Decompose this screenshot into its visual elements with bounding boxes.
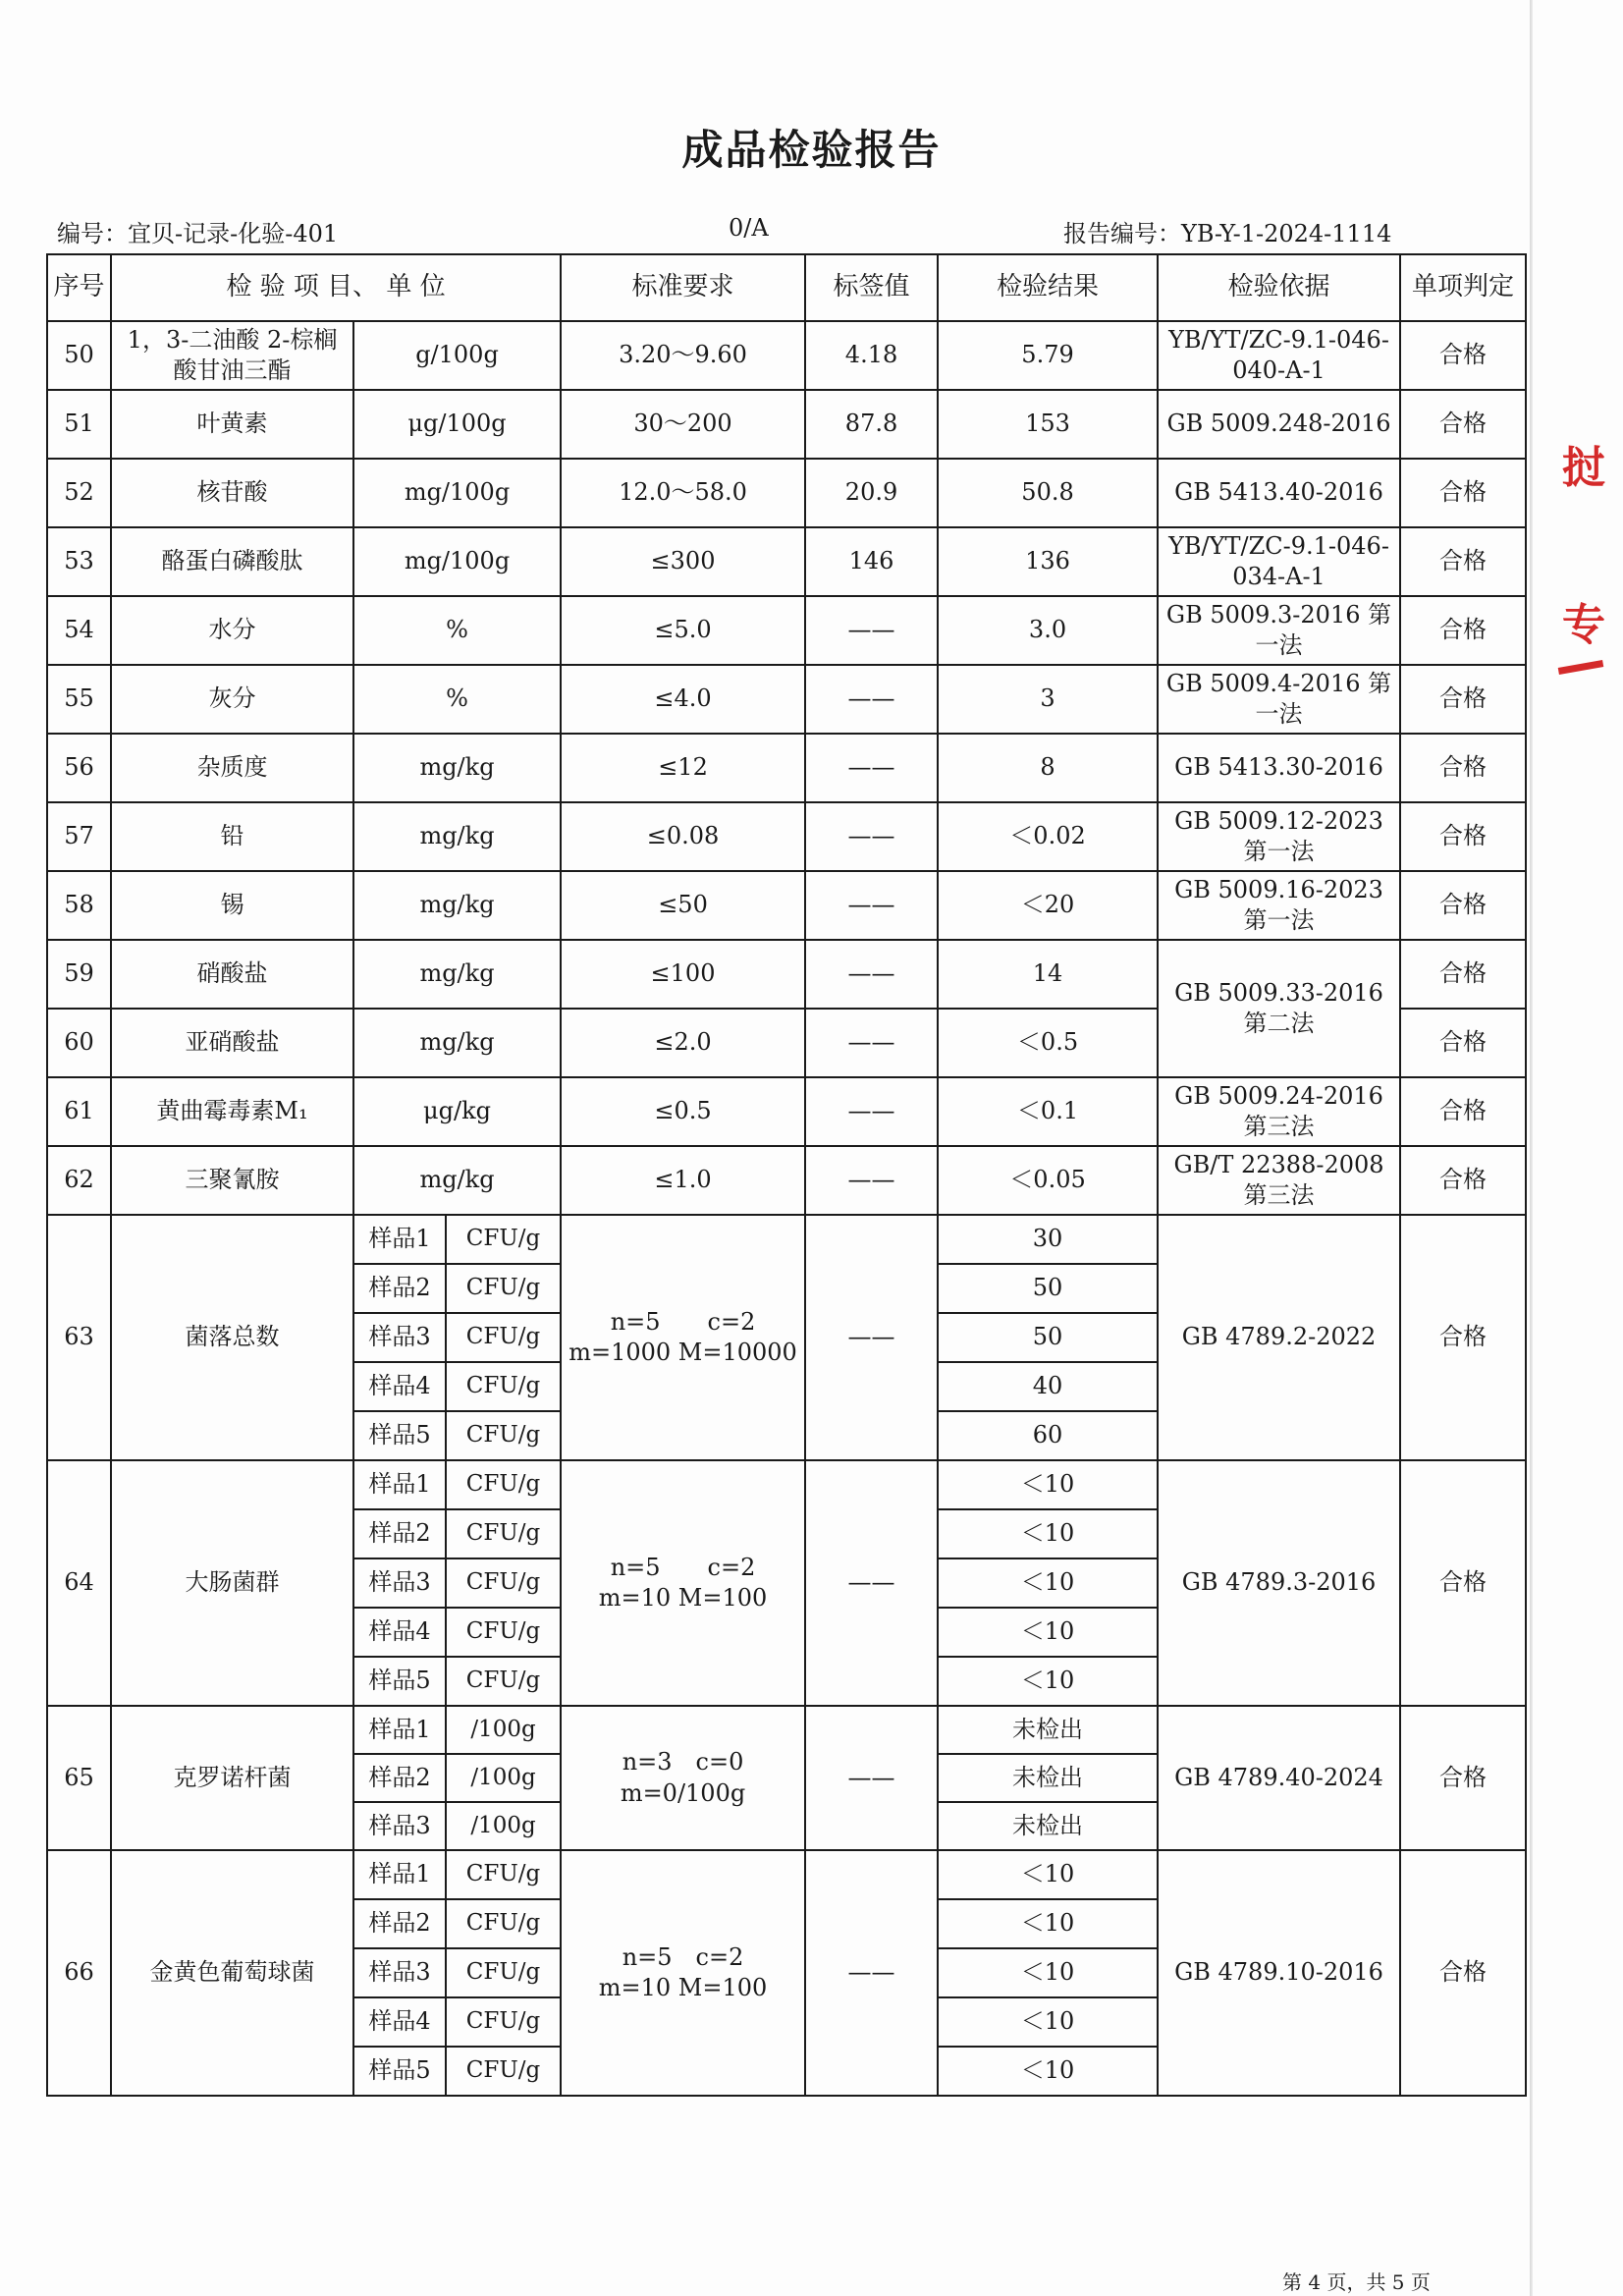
verdict-value: 合格 <box>1400 802 1526 871</box>
table-row <box>47 1706 1526 1754</box>
basis-value: GB 5009.3-2016 第一法 <box>1158 596 1400 665</box>
basis-value: GB 5413.30-2016 <box>1158 734 1400 802</box>
result-value: ＜10 <box>938 1850 1158 1899</box>
sample-unit-cell <box>353 1460 561 1509</box>
basis-value: GB 4789.3-2016 <box>1158 1460 1400 1706</box>
result-value: 5.79 <box>938 321 1158 390</box>
item-name: 菌落总数 <box>111 1215 353 1460</box>
sample-unit: CFU/g <box>465 1959 541 1986</box>
row-number: 51 <box>47 390 111 459</box>
table-row <box>47 321 1526 390</box>
item-unit: g/100g <box>353 321 561 390</box>
sample-name: 样品5 <box>354 1658 447 1705</box>
col-item-unit: 检 验 项 目、 单 位 <box>111 254 561 321</box>
label-value: —— <box>805 1460 938 1706</box>
result-value: 14 <box>938 940 1158 1009</box>
row-number: 58 <box>47 871 111 940</box>
sample-unit-cell <box>353 2047 561 2096</box>
sample-unit-cell <box>353 1802 561 1850</box>
label-value: 146 <box>805 527 938 596</box>
result-value: 136 <box>938 527 1158 596</box>
standard-value: 3.20～9.60 <box>561 321 805 390</box>
sample-unit: CFU/g <box>465 1324 541 1350</box>
basis-value: GB/T 22388-2008 第三法 <box>1158 1146 1400 1215</box>
sample-name: 样品2 <box>354 1265 447 1312</box>
label-value: —— <box>805 734 938 802</box>
standard-value <box>561 1706 805 1850</box>
label-value: —— <box>805 1146 938 1215</box>
item-unit: % <box>353 596 561 665</box>
item-unit: mg/kg <box>353 1146 561 1215</box>
item-unit: mg/100g <box>353 527 561 596</box>
item-unit: μg/kg <box>353 1077 561 1146</box>
standard-line: m=10 M=100 <box>598 1584 768 1612</box>
sample-name: 样品1 <box>354 1461 447 1508</box>
verdict-value: 合格 <box>1400 1215 1526 1460</box>
row-number: 53 <box>47 527 111 596</box>
row-number: 56 <box>47 734 111 802</box>
table-row <box>47 1215 1526 1264</box>
sample-name: 样品3 <box>354 1314 447 1361</box>
record-code: 编号：宜贝-记录-化验-401 <box>57 220 339 247</box>
verdict-value: 合格 <box>1400 940 1526 1009</box>
standard-line: n=5 c=2 <box>610 1553 756 1581</box>
item-unit: mg/kg <box>353 802 561 871</box>
standard-value: 12.0～58.0 <box>561 459 805 527</box>
standard-value: ≤100 <box>561 940 805 1009</box>
sample-unit: /100g <box>470 1716 536 1742</box>
standard-value: ≤5.0 <box>561 596 805 665</box>
result-value: ＜10 <box>938 1558 1158 1608</box>
sample-name: 样品3 <box>354 1559 447 1607</box>
result-value: ＜10 <box>938 1509 1158 1558</box>
basis-value: YB/YT/ZC-9.1-046-034-A-1 <box>1158 527 1400 596</box>
row-number: 52 <box>47 459 111 527</box>
stamp-mark <box>1558 660 1604 675</box>
row-number: 63 <box>47 1215 111 1460</box>
table-row <box>47 734 1526 802</box>
sample-unit-cell <box>353 1850 561 1899</box>
label-value: —— <box>805 871 938 940</box>
row-number: 59 <box>47 940 111 1009</box>
sample-name: 样品2 <box>354 1900 447 1947</box>
report-number: 报告编号：YB-Y-1-2024-1114 <box>1063 220 1392 247</box>
sample-unit: CFU/g <box>465 1569 541 1596</box>
result-value: ＜10 <box>938 1899 1158 1948</box>
row-number: 66 <box>47 1850 111 2096</box>
sample-name: 样品3 <box>354 1803 447 1849</box>
standard-line: n=5 c=2 <box>610 1307 756 1336</box>
row-number: 54 <box>47 596 111 665</box>
col-label: 标签值 <box>805 254 938 321</box>
item-name: 杂质度 <box>111 734 353 802</box>
standard-value: ≤300 <box>561 527 805 596</box>
inspection-table <box>46 253 1527 2097</box>
table-body <box>47 321 1526 2096</box>
basis-value: GB 5413.40-2016 <box>1158 459 1400 527</box>
basis-value: GB 5009.4-2016 第一法 <box>1158 665 1400 734</box>
result-value: 30 <box>938 1215 1158 1264</box>
sample-unit: CFU/g <box>465 1422 541 1449</box>
verdict-value: 合格 <box>1400 1460 1526 1706</box>
result-value: 未检出 <box>938 1754 1158 1802</box>
report-title: 成品检验报告 <box>681 126 942 174</box>
result-value: 50.8 <box>938 459 1158 527</box>
sample-name: 样品4 <box>354 1609 447 1656</box>
sample-name: 样品1 <box>354 1707 447 1753</box>
row-number: 64 <box>47 1460 111 1706</box>
item-name: 亚硝酸盐 <box>111 1009 353 1077</box>
item-name: 大肠菌群 <box>111 1460 353 1706</box>
label-value: —— <box>805 1009 938 1077</box>
result-value: ＜10 <box>938 1948 1158 1997</box>
row-number: 57 <box>47 802 111 871</box>
standard-value: ≤12 <box>561 734 805 802</box>
red-stamp-fragment <box>1556 432 1615 687</box>
basis-value: GB 5009.12-2023 第一法 <box>1158 802 1400 871</box>
result-value: 60 <box>938 1411 1158 1460</box>
sample-unit-cell <box>353 1215 561 1264</box>
result-value: ＜0.05 <box>938 1146 1158 1215</box>
item-unit: mg/kg <box>353 734 561 802</box>
version-code: 0/A <box>729 214 769 242</box>
result-value: 8 <box>938 734 1158 802</box>
row-number: 61 <box>47 1077 111 1146</box>
result-value: 3 <box>938 665 1158 734</box>
sample-unit-cell <box>353 1899 561 1948</box>
row-number: 65 <box>47 1706 111 1850</box>
label-value: —— <box>805 1077 938 1146</box>
verdict-value: 合格 <box>1400 390 1526 459</box>
sample-unit: /100g <box>470 1764 536 1790</box>
item-name: 核苷酸 <box>111 459 353 527</box>
item-name: 叶黄素 <box>111 390 353 459</box>
result-value: ＜10 <box>938 2047 1158 2096</box>
sample-name: 样品2 <box>354 1755 447 1801</box>
sample-unit: CFU/g <box>465 1275 541 1301</box>
sample-unit: CFU/g <box>465 1667 541 1694</box>
standard-value: 30～200 <box>561 390 805 459</box>
page-edge <box>1530 0 1533 2296</box>
table-row <box>47 1850 1526 1899</box>
item-name: 1，3-二油酸 2-棕榈酸甘油三酯 <box>111 321 353 390</box>
result-value: ＜0.5 <box>938 1009 1158 1077</box>
label-value: 87.8 <box>805 390 938 459</box>
sample-unit: CFU/g <box>465 1226 541 1252</box>
table-row <box>47 596 1526 665</box>
sample-unit-cell <box>353 1706 561 1754</box>
item-name: 灰分 <box>111 665 353 734</box>
verdict-value: 合格 <box>1400 1146 1526 1215</box>
verdict-value: 合格 <box>1400 596 1526 665</box>
sample-unit: CFU/g <box>465 1373 541 1399</box>
sample-unit-cell <box>353 1608 561 1657</box>
table-header-row <box>47 254 1526 321</box>
item-name: 黄曲霉毒素M₁ <box>111 1077 353 1146</box>
standard-value: ≤4.0 <box>561 665 805 734</box>
table-row <box>47 1077 1526 1146</box>
sample-unit-cell <box>353 1362 561 1411</box>
verdict-value: 合格 <box>1400 1077 1526 1146</box>
result-value: ＜20 <box>938 871 1158 940</box>
result-value: ＜10 <box>938 1657 1158 1706</box>
standard-value: ≤0.08 <box>561 802 805 871</box>
verdict-value: 合格 <box>1400 1706 1526 1850</box>
item-unit: mg/kg <box>353 940 561 1009</box>
col-result: 检验结果 <box>938 254 1158 321</box>
table-row <box>47 459 1526 527</box>
label-value: —— <box>805 1850 938 2096</box>
sample-unit: /100g <box>470 1812 536 1838</box>
sample-unit: CFU/g <box>465 2057 541 2084</box>
sample-name: 样品3 <box>354 1949 447 1996</box>
result-value: 50 <box>938 1264 1158 1313</box>
sample-unit-cell <box>353 1997 561 2047</box>
item-name: 水分 <box>111 596 353 665</box>
item-name: 三聚氰胺 <box>111 1146 353 1215</box>
item-name: 酪蛋白磷酸肽 <box>111 527 353 596</box>
sample-unit-cell <box>353 1754 561 1802</box>
result-value: ＜0.02 <box>938 802 1158 871</box>
standard-value: ≤1.0 <box>561 1146 805 1215</box>
col-seq: 序号 <box>47 254 111 321</box>
label-value: —— <box>805 596 938 665</box>
col-verdict: 单项判定 <box>1400 254 1526 321</box>
row-number: 62 <box>47 1146 111 1215</box>
label-value: —— <box>805 1215 938 1460</box>
item-unit: μg/100g <box>353 390 561 459</box>
sample-name: 样品5 <box>354 1412 447 1459</box>
label-value: 4.18 <box>805 321 938 390</box>
result-value: 未检出 <box>938 1802 1158 1850</box>
sample-name: 样品2 <box>354 1510 447 1558</box>
standard-value: ≤50 <box>561 871 805 940</box>
sample-name: 样品4 <box>354 1998 447 2046</box>
sample-unit: CFU/g <box>465 1618 541 1645</box>
sample-unit: CFU/g <box>465 1520 541 1547</box>
basis-value: GB 5009.33-2016 第二法 <box>1158 940 1400 1077</box>
sample-name: 样品1 <box>354 1216 447 1263</box>
sample-unit: CFU/g <box>465 1861 541 1887</box>
item-unit: mg/kg <box>353 1009 561 1077</box>
verdict-value: 合格 <box>1400 1009 1526 1077</box>
label-value: —— <box>805 665 938 734</box>
item-name: 锡 <box>111 871 353 940</box>
sample-name: 样品4 <box>354 1363 447 1410</box>
row-number: 50 <box>47 321 111 390</box>
standard-value <box>561 1850 805 2096</box>
result-value: ＜10 <box>938 1997 1158 2047</box>
item-name: 硝酸盐 <box>111 940 353 1009</box>
col-standard: 标准要求 <box>561 254 805 321</box>
item-unit: % <box>353 665 561 734</box>
label-value: —— <box>805 940 938 1009</box>
verdict-value: 合格 <box>1400 1850 1526 2096</box>
sample-unit-cell <box>353 1411 561 1460</box>
basis-value: GB 5009.16-2023 第一法 <box>1158 871 1400 940</box>
standard-line: m=10 M=100 <box>598 1974 768 2001</box>
table-row <box>47 1460 1526 1509</box>
verdict-value: 合格 <box>1400 871 1526 940</box>
result-value: 40 <box>938 1362 1158 1411</box>
table-row <box>47 527 1526 596</box>
standard-line: n=5 c=2 <box>622 1942 744 1971</box>
item-name: 金黄色葡萄球菌 <box>111 1850 353 2096</box>
stamp-char: 专 <box>1562 600 1605 650</box>
result-value: 153 <box>938 390 1158 459</box>
verdict-value: 合格 <box>1400 459 1526 527</box>
result-value: ＜10 <box>938 1608 1158 1657</box>
standard-value: ≤0.5 <box>561 1077 805 1146</box>
label-value: —— <box>805 802 938 871</box>
item-name: 铅 <box>111 802 353 871</box>
sample-unit-cell <box>353 1657 561 1706</box>
standard-value: ≤2.0 <box>561 1009 805 1077</box>
stamp-char: 挝 <box>1562 443 1605 493</box>
row-number: 60 <box>47 1009 111 1077</box>
item-unit: mg/kg <box>353 871 561 940</box>
row-number: 55 <box>47 665 111 734</box>
sample-unit: CFU/g <box>465 2008 541 2035</box>
standard-value <box>561 1215 805 1460</box>
verdict-value: 合格 <box>1400 321 1526 390</box>
basis-value: GB 4789.2-2022 <box>1158 1215 1400 1460</box>
table-row <box>47 940 1526 1009</box>
table-row <box>47 390 1526 459</box>
standard-line: m=0/100g <box>620 1778 746 1807</box>
sample-unit-cell <box>353 1509 561 1558</box>
verdict-value: 合格 <box>1400 734 1526 802</box>
sample-name: 样品5 <box>354 2048 447 2095</box>
basis-value: GB 5009.248-2016 <box>1158 390 1400 459</box>
result-value: 3.0 <box>938 596 1158 665</box>
table-row <box>47 665 1526 734</box>
col-basis: 检验依据 <box>1158 254 1400 321</box>
label-value: 20.9 <box>805 459 938 527</box>
basis-value: GB 4789.10-2016 <box>1158 1850 1400 2096</box>
sample-unit-cell <box>353 1313 561 1362</box>
item-name: 克罗诺杆菌 <box>111 1706 353 1850</box>
result-value: 未检出 <box>938 1706 1158 1754</box>
sample-name: 样品1 <box>354 1851 447 1898</box>
table-row <box>47 871 1526 940</box>
sample-unit-cell <box>353 1948 561 1997</box>
sample-unit: CFU/g <box>465 1471 541 1498</box>
label-value: —— <box>805 1706 938 1850</box>
verdict-value: 合格 <box>1400 527 1526 596</box>
result-value: ＜0.1 <box>938 1077 1158 1146</box>
verdict-value: 合格 <box>1400 665 1526 734</box>
standard-line: m=1000 M=10000 <box>568 1339 797 1366</box>
basis-value: GB 4789.40-2024 <box>1158 1706 1400 1850</box>
sample-unit-cell <box>353 1558 561 1608</box>
sample-unit: CFU/g <box>465 1910 541 1937</box>
standard-value <box>561 1460 805 1706</box>
result-value: 50 <box>938 1313 1158 1362</box>
basis-value: YB/YT/ZC-9.1-046-040-A-1 <box>1158 321 1400 390</box>
standard-line: n=3 c=0 <box>622 1748 744 1777</box>
table-row <box>47 802 1526 871</box>
sample-unit-cell <box>353 1264 561 1313</box>
basis-value: GB 5009.24-2016 第三法 <box>1158 1077 1400 1146</box>
item-unit: mg/100g <box>353 459 561 527</box>
result-value: ＜10 <box>938 1460 1158 1509</box>
page-number: 第 4 页，共 5 页 <box>1282 2270 1431 2294</box>
table-row <box>47 1146 1526 1215</box>
